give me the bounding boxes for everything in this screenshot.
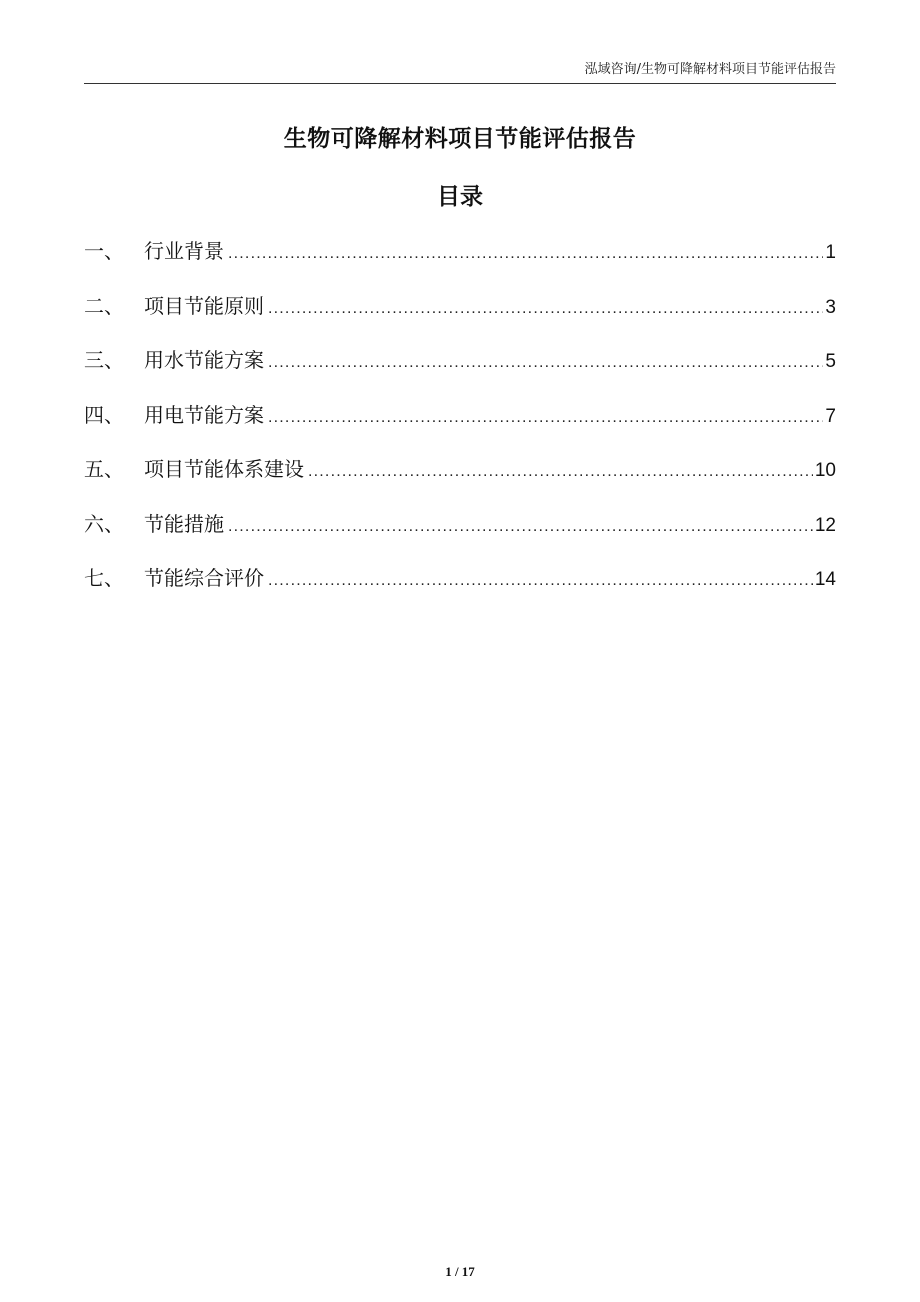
toc-entry-title[interactable]: 用电节能方案 [144, 402, 264, 427]
toc-entry-number: 一、 [84, 239, 124, 263]
toc-entry-title[interactable]: 节能措施 [144, 511, 224, 536]
toc-entry-number: 七、 [84, 566, 124, 590]
header-rule [84, 83, 836, 84]
toc-entry-number: 五、 [84, 457, 124, 481]
toc-dot-leader [308, 453, 813, 491]
document-title: 生物可降解材料项目节能评估报告 [283, 126, 637, 152]
toc-dot-leader [228, 508, 813, 546]
toc-entry-page[interactable]: 12 [814, 514, 836, 536]
toc-dot-leader [268, 562, 813, 600]
toc-dot-leader [268, 399, 823, 437]
toc-entry-page[interactable]: 14 [814, 569, 836, 590]
toc-entry-number: 三、 [84, 348, 124, 372]
toc-entry-page[interactable]: 7 [825, 405, 836, 427]
toc-entry-page[interactable]: 1 [825, 242, 836, 263]
toc-entry-title[interactable]: 用水节能方案 [144, 348, 264, 372]
running-header: 泓域咨询/生物可降解材料项目节能评估报告 [584, 62, 836, 77]
toc-entry-number: 六、 [84, 511, 124, 536]
toc-dot-leader [268, 290, 823, 328]
toc-entry-1[interactable] [84, 232, 836, 287]
toc-entry-title[interactable]: 项目节能原则 [144, 293, 264, 318]
toc-entry-number: 二、 [84, 293, 124, 318]
page-number: 1 / 17 [445, 1264, 475, 1279]
toc-dot-leader [268, 344, 823, 382]
toc-entry-number: 四、 [84, 402, 124, 427]
toc-entry-title[interactable]: 项目节能体系建设 [144, 457, 304, 481]
toc-entry-page[interactable]: 10 [814, 460, 836, 481]
toc-dot-leader [228, 235, 823, 273]
table-of-contents [84, 232, 836, 614]
toc-entry-title[interactable]: 节能综合评价 [144, 566, 264, 590]
toc-entry-2[interactable] [84, 287, 836, 342]
toc-entry-4[interactable] [84, 396, 836, 451]
toc-entry-5[interactable] [84, 450, 836, 505]
toc-entry-page[interactable]: 5 [825, 351, 836, 372]
toc-heading: 目录 [437, 184, 483, 210]
toc-entry-title[interactable]: 行业背景 [144, 239, 224, 263]
toc-entry-page[interactable]: 3 [825, 296, 836, 318]
toc-entry-3[interactable] [84, 341, 836, 396]
toc-entry-7[interactable] [84, 559, 836, 614]
toc-entry-6[interactable] [84, 505, 836, 560]
